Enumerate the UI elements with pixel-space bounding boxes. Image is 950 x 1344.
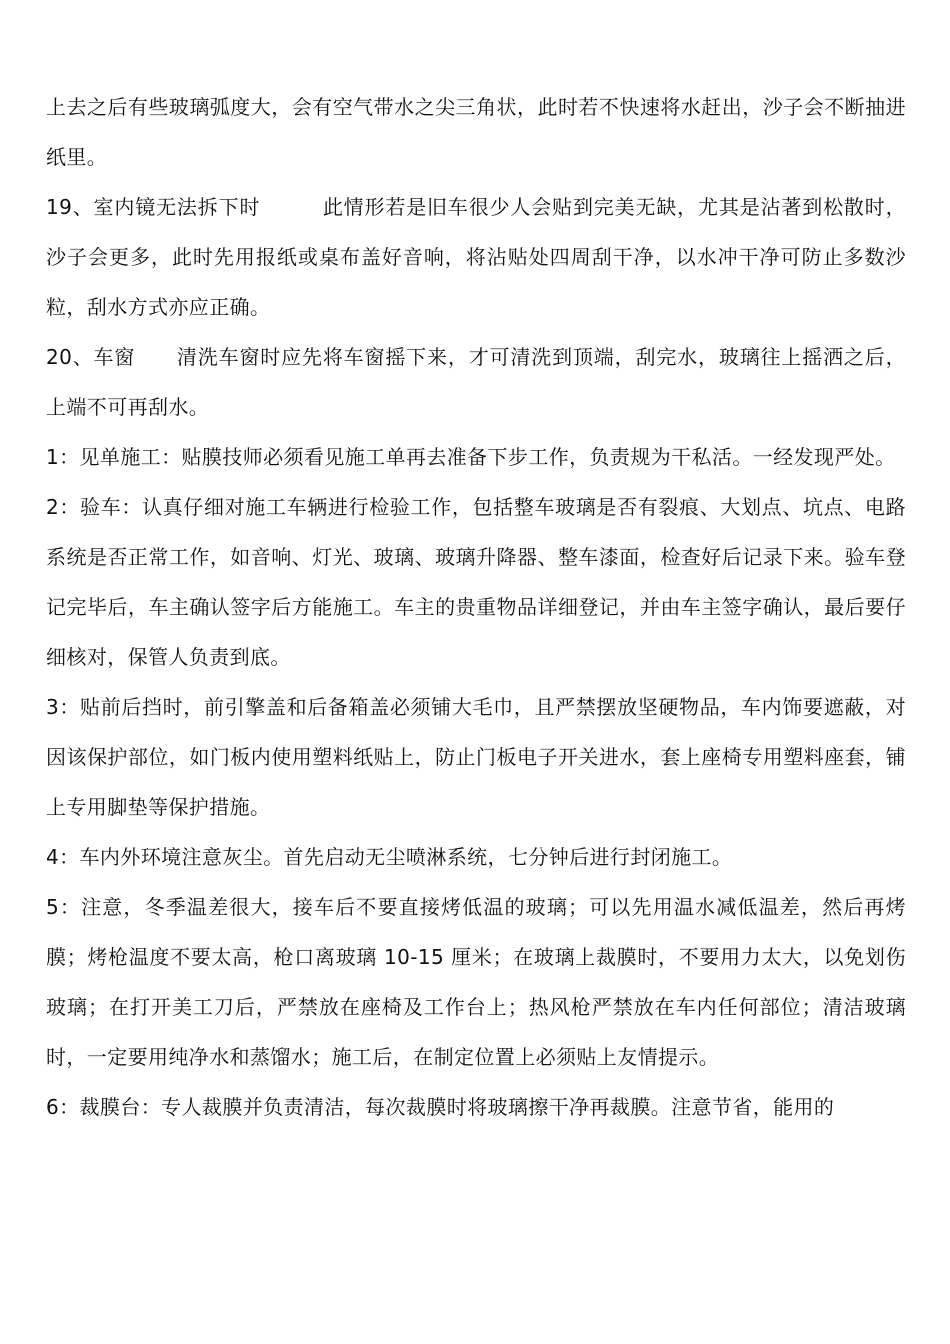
paragraph-rule-4: 4：车内外环境注意灰尘。首先启动无尘喷淋系统，七分钟后进行封闭施工。 [46, 845, 733, 869]
document-body [46, 82, 906, 1132]
paragraph-item-20: 20、车窗 清洗车窗时应先将车窗摇下来，才可清洗到顶端，刮完水，玻璃往上摇洒之后，上端不可再刮水。 [46, 345, 906, 419]
paragraph-rule-6: 6：裁膜台：专人裁膜并负责清洁，每次裁膜时将玻璃擦干净再裁膜。注意节省，能用的 [46, 1095, 835, 1119]
paragraph-rule-5: 5：注意，冬季温差很大，接车后不要直接烤低温的玻璃；可以先用温水减低温差，然后再烤膜；烤枪温度不要太高，枪口离玻璃 10-15 厘米；在玻璃上裁膜时，不要用力太大，以免划伤玻璃；在打开美工刀后，严禁放在座椅及工作台上；热风枪严禁放在车内任何部位；清洁玻璃时，一定要用纯净水和蒸馏水；施工后，在制定位置上必须贴上友情提示。 [46, 895, 906, 1069]
paragraph-rule-2: 2：验车：认真仔细对施工车辆进行检验工作，包括整车玻璃是否有裂痕、大划点、坑点、电路系统是否正常工作，如音响、灯光、玻璃、玻璃升降器、整车漆面，检查好后记录下来。验车登记完毕后，车主确认签字后方能施工。车主的贵重物品详细登记，并由车主签字确认，最后要仔细核对，保管人负责到底。 [46, 495, 906, 669]
paragraph-rule-1: 1：见单施工：贴膜技师必须看见施工单再去准备下步工作，负责规为干私活。一经发现严处。 [46, 445, 896, 469]
paragraph-rule-3: 3：贴前后挡时，前引擎盖和后备箱盖必须铺大毛巾，且严禁摆放坚硬物品，车内饰要遮蔽，对因该保护部位，如门板内使用塑料纸贴上，防止门板电子开关进水，套上座椅专用塑料座套，铺上专用脚垫等保护措施。 [46, 695, 906, 819]
paragraph-item-19: 19、室内镜无法拆下时 此情形若是旧车很少人会贴到完美无缺，尤其是沾著到松散时，沙子会更多，此时先用报纸或桌布盖好音响，将沾贴处四周刮干净，以水冲干净可防止多数沙粒，刮水方式亦应正确。 [46, 195, 906, 319]
paragraph-continuation: 上去之后有些玻璃弧度大，会有空气带水之尖三角状，此时若不快速将水赶出，沙子会不断抽进纸里。 [46, 95, 906, 169]
